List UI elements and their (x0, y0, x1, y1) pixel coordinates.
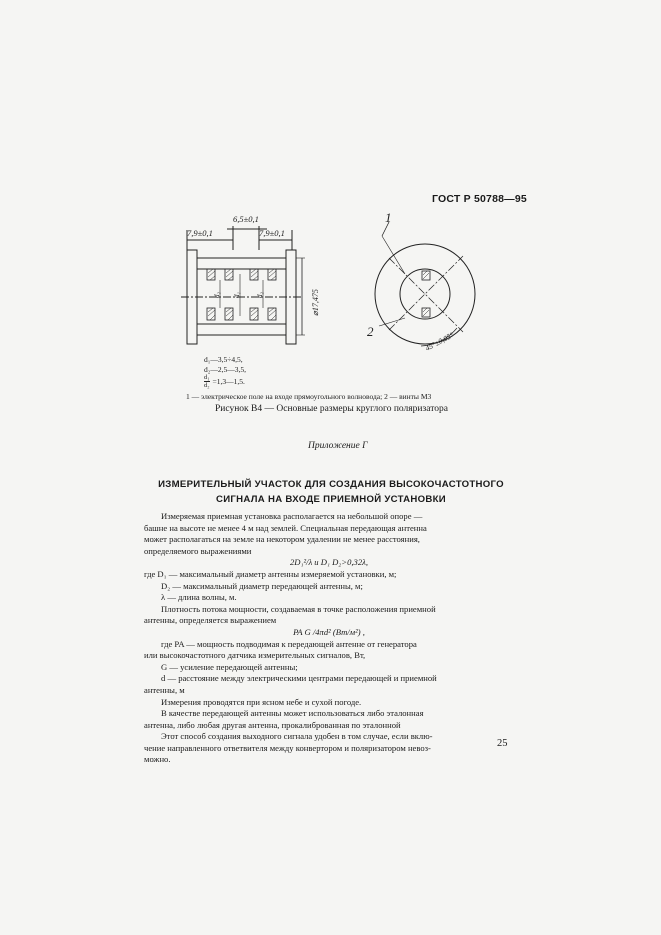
marker-1: 1 (385, 210, 392, 225)
paragraph-line: Этот способ создания выходного сигнала удобен в том случае, если вклю- (161, 731, 433, 742)
body-text (144, 511, 514, 766)
appendix-label: Приложение Г (308, 441, 368, 451)
legend-line-3 (204, 374, 245, 389)
formula-2: PA G /4πd² (Вт/м²) , (293, 626, 365, 637)
fraction-value: =1,3—1,5. (212, 377, 245, 386)
dim-angle: 45°±0,05° (423, 330, 456, 353)
paragraph-line: или высокочастотного датчика измерительных сигналов, Вт, (144, 650, 366, 661)
fraction-denominator: d₂ (204, 382, 210, 389)
dim-top: 6,5±0,1 (233, 214, 259, 224)
appendix-title (140, 477, 522, 507)
dim-diameter: ⌀17,475 (311, 289, 320, 316)
marker-2: 2 (367, 324, 374, 339)
figure-caption: Рисунок В4 — Основные размеры круглого поляризатора (215, 404, 448, 414)
where-line: D₂ — максимальный диаметр передающей антенны, м; (161, 580, 363, 591)
legend-line-1: d₁—3,5÷4,5, (204, 355, 243, 364)
paragraph-line: Измерения проводятся при ясном небе и сухой погоде. (161, 696, 362, 707)
standard-number: ГОСТ Р 50788—95 (432, 193, 527, 205)
dim-left: 7,9±0,1 (187, 228, 213, 238)
page-number: 25 (497, 738, 508, 749)
dim-d2-left: d₂ (213, 292, 221, 298)
paragraph-line: антенны, определяется выражением (144, 615, 277, 626)
paragraph-line: можно. (144, 754, 171, 765)
paragraph-line: Плотность потока мощности, создаваемая в точке расположения приемной (161, 603, 436, 614)
paragraph-line: где PA — мощность подводимая к передающей антенне от генератора (161, 638, 417, 649)
paragraph-line: антенны, м (144, 684, 185, 695)
paragraph-line: может располагаться на земле на некотором удалении не менее расстояния, (144, 534, 420, 545)
legend-fraction (204, 374, 210, 389)
title-line-1: ИЗМЕРИТЕЛЬНЫЙ УЧАСТОК ДЛЯ СОЗДАНИЯ ВЫСОКОЧАСТОТНОГО (158, 479, 504, 490)
dim-d1: d₁ (233, 292, 241, 298)
paragraph-line: Измеряемая приемная установка располагается на небольшой опоре — (161, 511, 423, 521)
legend-note: 1 — электрическое поле на входе прямоугольного волновода; 2 — винты М3 (186, 392, 432, 401)
dim-d2-right: d₂ (256, 292, 264, 298)
paragraph-line: чение направленного ответвителя между конвертором и поляризатором невоз- (144, 742, 431, 753)
paragraph-line: В качестве передающей антенны может использоваться либо эталонная (161, 708, 424, 719)
paragraph-line: G — усиление передающей антенны; (161, 661, 298, 672)
fraction-numerator: d₁ (204, 374, 210, 381)
dim-right: 7,9±0,1 (259, 228, 285, 238)
where-line: где D₁ — максимальный диаметр антенны измеряемой установки, м; (144, 568, 397, 579)
paragraph-line: d — расстояние между электрическими центрами передающей и приемной (161, 673, 437, 684)
polarizer-section-drawing (175, 206, 345, 346)
legend-line-2: d₂—2,5—3,5, (204, 365, 246, 374)
paragraph-line: антенна, либо любая другая антенна, прокалиброванная по эталонной (144, 719, 401, 730)
formula-1: 2D₁²/λ и D₁ D₂>0,32λ, (289, 557, 368, 568)
where-line: λ — длина волны, м. (161, 592, 237, 603)
polarizer-end-view-drawing (365, 208, 480, 368)
paragraph-line: башне на высоте не менее 4 м над землей. Специальная передающая антенна (144, 522, 427, 533)
title-line-2: СИГНАЛА НА ВХОДЕ ПРИЕМНОЙ УСТАНОВКИ (216, 494, 446, 505)
paragraph-line: определяемого выражениями (144, 545, 252, 556)
